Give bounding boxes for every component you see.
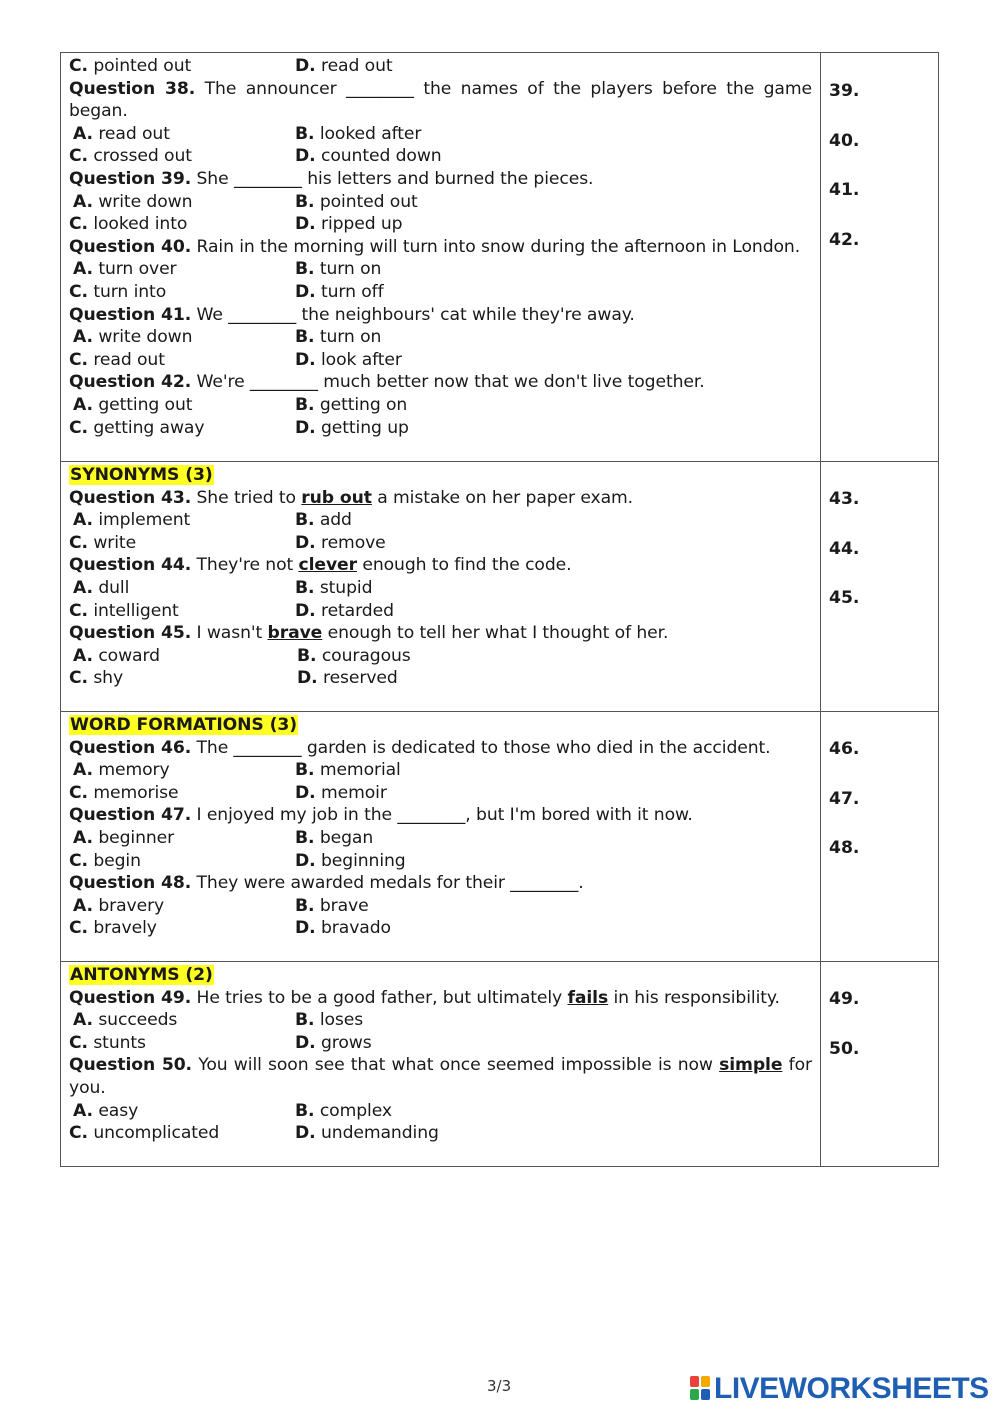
answer-slot-42[interactable]: 42. (829, 229, 860, 250)
page-number: 3/3 (487, 1377, 512, 1395)
options-row: C. stunts D. grows (69, 1032, 372, 1053)
options-row: A. implement B. add (73, 510, 352, 531)
answer-slot-47[interactable]: 47. (829, 788, 860, 809)
key-word: rub out (301, 487, 372, 508)
answer-slot-45[interactable]: 45. (829, 588, 860, 609)
options-row: C. uncomplicated D. undemanding (69, 1123, 439, 1144)
section-heading: WORD FORMATIONS (3) (70, 715, 297, 735)
options-row: A. read out B. looked after (73, 123, 422, 144)
answer-slot-46[interactable]: 46. (829, 739, 860, 759)
question-44: Question 44. They're not clever enough to find the code. (69, 555, 572, 576)
questions-column (61, 712, 821, 961)
answers-column (821, 962, 938, 1166)
questions-column (61, 962, 821, 1166)
options-row: A. write down B. turn on (73, 327, 382, 348)
key-word: clever (298, 555, 357, 576)
options-row: C. intelligent D. retarded (69, 600, 394, 621)
questions-column (61, 53, 821, 461)
options-row: A. turn over B. turn on (73, 259, 382, 280)
answers-column (821, 712, 938, 961)
options-row: C. write D. remove (69, 532, 386, 553)
answer-slot-48[interactable]: 48. (829, 838, 860, 859)
options-row: A. getting out B. getting on (73, 394, 408, 415)
worksheet-table (60, 52, 939, 1167)
options-row: A. easy B. complex (73, 1100, 392, 1121)
liveworksheets-logo[interactable] (690, 1372, 989, 1406)
question-48: Question 48. They were awarded medals for their ________. (69, 873, 584, 894)
brand-name: LIVEWORKSHEETS (714, 1372, 989, 1405)
questions-column (61, 462, 821, 711)
question-49: Question 49. He tries to be a good father, but ultimately fails in his responsibility. (69, 987, 780, 1008)
options-row: A. write down B. pointed out (73, 191, 418, 212)
section-phrasal-verbs (61, 53, 938, 462)
options-row: C. looked into D. ripped up (69, 214, 403, 235)
options-row: A. dull B. stupid (73, 577, 373, 598)
section-word-formations (61, 712, 938, 962)
options-row: A. bravery B. brave (73, 895, 369, 916)
blocks-icon (690, 1376, 712, 1402)
key-word: fails (567, 987, 609, 1008)
answer-slot-50[interactable]: 50. (829, 1038, 860, 1059)
question-47: Question 47. I enjoyed my job in the ________, but I'm bored with it now. (69, 805, 693, 826)
question-38: Question 38. The announcer ________ the names of the players before the game began. (69, 78, 812, 122)
question-40: Question 40. Rain in the morning will turn into snow during the afternoon in London. (69, 236, 801, 257)
section-synonyms (61, 462, 938, 712)
option-label: D. (295, 56, 316, 76)
section-heading: ANTONYMS (2) (70, 965, 213, 985)
option-text: read out (320, 56, 393, 76)
answer-slot-49[interactable]: 49. (829, 989, 860, 1009)
options-row: C. getting away D. getting up (69, 417, 409, 438)
options-row: C. bravely D. bravado (69, 918, 391, 939)
answers-column (821, 462, 938, 711)
options-row: A. succeeds B. loses (73, 1010, 364, 1031)
answer-slot-44[interactable]: 44. (829, 538, 860, 559)
options-row: A. memory B. memorial (73, 760, 401, 781)
options-row: C. begin D. beginning (69, 850, 406, 871)
question-42: Question 42. We're ________ much better now that we don't live together. (69, 372, 705, 393)
answer-slot-41[interactable]: 41. (829, 180, 860, 201)
section-heading: SYNONYMS (3) (70, 465, 213, 485)
options-row: A. coward B. couragous (73, 645, 411, 666)
key-word: brave (267, 623, 323, 644)
option-label: C. (69, 56, 88, 76)
options-row: A. beginner B. began (73, 827, 374, 848)
answer-slot-40[interactable]: 40. (829, 130, 860, 151)
options-row (69, 55, 812, 78)
answer-slot-39[interactable]: 39. (829, 81, 860, 101)
question-46: Question 46. The ________ garden is dedicated to those who died in the accident. (69, 737, 771, 758)
options-row: C. shy D. reserved (69, 668, 398, 689)
option-text: pointed out (93, 56, 192, 76)
answer-slot-43[interactable]: 43. (829, 489, 860, 509)
options-row: C. read out D. look after (69, 349, 402, 370)
section-antonyms (61, 962, 938, 1166)
key-word: simple (719, 1055, 783, 1076)
question-41: Question 41. We ________ the neighbours' cat while they're away. (69, 304, 635, 325)
question-45: Question 45. I wasn't brave enough to tell her what I thought of her. (69, 623, 669, 644)
options-row: C. memorise D. memoir (69, 782, 387, 803)
options-row: C. turn into D. turn off (69, 281, 384, 302)
answers-column (821, 53, 938, 461)
question-39: Question 39. She ________ his letters and burned the pieces. (69, 168, 594, 189)
question-50: Question 50. You will soon see that what once seemed impossible is now simple for you. (69, 1055, 812, 1098)
question-43: Question 43. She tried to rub out a mistake on her paper exam. (69, 487, 634, 508)
options-row: C. crossed out D. counted down (69, 146, 442, 167)
